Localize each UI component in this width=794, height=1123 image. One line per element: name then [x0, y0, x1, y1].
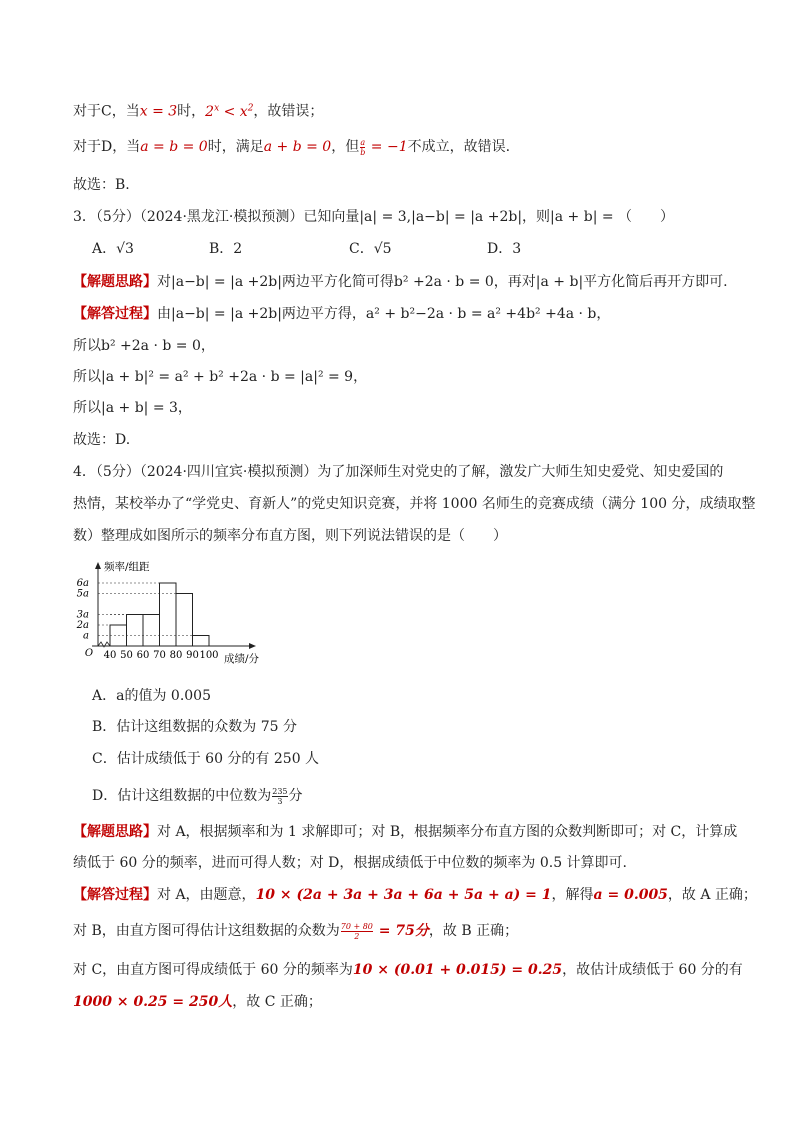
y-tick-label: 2a	[76, 620, 89, 631]
fraction-denominator: 2	[354, 931, 360, 941]
q3-proc	[73, 304, 734, 324]
text: ，解得	[551, 887, 594, 903]
q4-option-c: C．估计成绩低于 60 分的有 250 人	[92, 751, 320, 767]
text: 对 C，由直方图可得成绩低于 60 分的频率为	[73, 962, 353, 978]
q3-option-b: B．2	[209, 241, 243, 257]
q4-proc-b	[73, 921, 734, 941]
frequency-histogram	[74, 558, 274, 670]
text: ，故 B 正确；	[428, 923, 519, 939]
math-base: 2	[205, 103, 215, 120]
q4-think-2: 绩低于 60 分的频率，进而可得人数；对 D，根据成绩低于中位数的频率为 0.5 计算即可.	[73, 855, 628, 871]
y-tick-label: a	[83, 630, 89, 642]
fraction-denominator: 3	[277, 796, 283, 806]
q4-option-b: B．估计这组数据的众数为 75 分	[92, 719, 298, 735]
q4-proc-a	[73, 885, 757, 905]
line-c-analysis	[73, 98, 734, 122]
q3-option-c: C．√5	[349, 241, 392, 257]
histogram-bars	[110, 583, 209, 646]
think-text: 对 A，根据频率和为 1 求解即可；对 B，根据频率分布直方图的众数判断即可；对 C，计算成	[157, 824, 738, 840]
text: ，故 A 正确；	[667, 887, 757, 903]
histogram-bar	[193, 636, 210, 647]
text: 分	[288, 788, 303, 804]
text: 对于C，当	[73, 103, 140, 120]
q3-option-a: A．√3	[92, 241, 134, 257]
think-tag: 【解题思路】	[73, 274, 157, 290]
text: D．估计这组数据的中位数为	[92, 788, 272, 804]
text: ，故 C 正确；	[232, 994, 322, 1010]
math: a = 0.005	[593, 887, 668, 903]
histogram-bar	[127, 615, 144, 647]
fraction	[341, 922, 373, 941]
math: 1000 × 0.25 = 250人	[73, 994, 233, 1010]
q4-stem-1: 4．（5分）（2024·四川宜宾·模拟预测）为了加深师生对党史的了解，激发广大师生知史爱党、知史爱国的	[73, 464, 724, 480]
histogram-bar	[143, 615, 160, 647]
math	[205, 104, 253, 120]
proc-tag: 【解答过程】	[73, 306, 157, 322]
q4-proc-c	[73, 960, 743, 980]
histogram-axes	[92, 562, 256, 649]
y-axis-arrow	[95, 562, 101, 569]
histogram-bar	[176, 594, 193, 647]
fraction-denominator: b	[360, 147, 366, 157]
x-tick-label: 90	[186, 650, 199, 661]
proc-tag: 【解答过程】	[73, 887, 157, 903]
text: ，故估计成绩低于 60 分的有	[562, 962, 743, 978]
histogram-labels	[76, 560, 260, 665]
y-tick-label: 3a	[76, 609, 89, 621]
x-tick-label: 80	[169, 650, 183, 661]
q3-step-1: 所以b² +2a · b = 0，	[73, 338, 215, 354]
text: 对于D，当	[73, 139, 141, 155]
x-tick-label: 60	[136, 650, 150, 661]
x-tick-label: 70	[153, 650, 166, 661]
math: a + b = 0	[263, 139, 332, 155]
proc-text: 由|a−b| = |a +2b|两边平方得，a² + b²−2a · b = a² +4b² +4a · b，	[157, 306, 611, 322]
fraction-numerator: 70 + 80	[340, 921, 373, 931]
math: 10 × (2a + 3a + 3a + 6a + 5a + a) = 1	[255, 887, 552, 903]
y-axis-label: 频率/组距	[104, 561, 150, 573]
text: 对 A，由题意，	[157, 887, 256, 903]
text: 时，满足	[207, 139, 264, 155]
text: A．a的值为 0.005	[92, 688, 211, 704]
text: 时，	[177, 103, 206, 120]
fraction	[360, 138, 365, 157]
math-sup: 2	[247, 103, 254, 113]
y-tick-label: 6a	[76, 578, 89, 589]
math-base: < x	[219, 103, 248, 120]
x-axis-label: 成绩/分	[224, 653, 260, 665]
fraction	[272, 787, 287, 806]
q4-proc-c2	[73, 992, 734, 1012]
math: = −1	[366, 139, 408, 155]
q4-think-1	[73, 822, 738, 842]
x-tick-label: 50	[120, 650, 133, 661]
histogram-bar	[160, 583, 177, 646]
q4-option-d	[92, 786, 734, 806]
math: = 75分	[373, 923, 429, 939]
math: x = 3	[139, 103, 178, 120]
text: ，但	[331, 139, 360, 155]
x-tick-label: 40	[103, 650, 117, 661]
q4-stem-3: 数）整理成如图所示的频率分布直方图，则下列说法错误的是（ ）	[73, 528, 507, 544]
origin-label: O	[84, 648, 94, 659]
x-tick-label: 100	[199, 650, 219, 661]
q3-option-d: D．3	[487, 241, 522, 257]
text: 对 B，由直方图可得估计这组数据的众数为	[73, 923, 340, 939]
math: 10 × (0.01 + 0.015) = 0.25	[352, 962, 563, 978]
math: a = b = 0	[140, 139, 208, 155]
think-text: 对|a−b| = |a +2b|两边平方化简可得b² +2a · b = 0，再对|a + b|平方化简后再开方即可.	[157, 274, 728, 290]
q4-stem-2: 热情，某校举办了“学党史、育新人”的党史知识竞赛，并将 1000 名师生的竞赛成绩（满分 100 分，成绩取整	[73, 496, 756, 512]
answer-prev: 故选：B.	[73, 177, 130, 193]
y-tick-label: 5a	[76, 588, 89, 600]
q3-stem: 3．（5分）（2024·黑龙江·模拟预测）已知向量|a| = 3,|a−b| = |a +2b|，则|a + b| = （ ）	[73, 209, 675, 225]
q4-option-a	[92, 686, 734, 706]
q3-think	[73, 272, 734, 292]
math-sup: x	[214, 103, 220, 113]
x-axis-arrow	[249, 643, 256, 649]
q3-step-3: 所以|a + b| = 3，	[73, 400, 192, 416]
q3-answer: 故选：D.	[73, 432, 131, 448]
think-tag: 【解题思路】	[73, 824, 157, 840]
fraction-numerator: a	[360, 137, 366, 147]
fraction-numerator: 235	[272, 786, 288, 796]
text: 不成立，故错误.	[407, 139, 511, 155]
q3-step-2: 所以|a + b|² = a² + b² +2a · b = |a|² = 9，	[73, 369, 368, 385]
text: ，故错误；	[253, 103, 324, 120]
line-d-analysis	[73, 137, 734, 157]
